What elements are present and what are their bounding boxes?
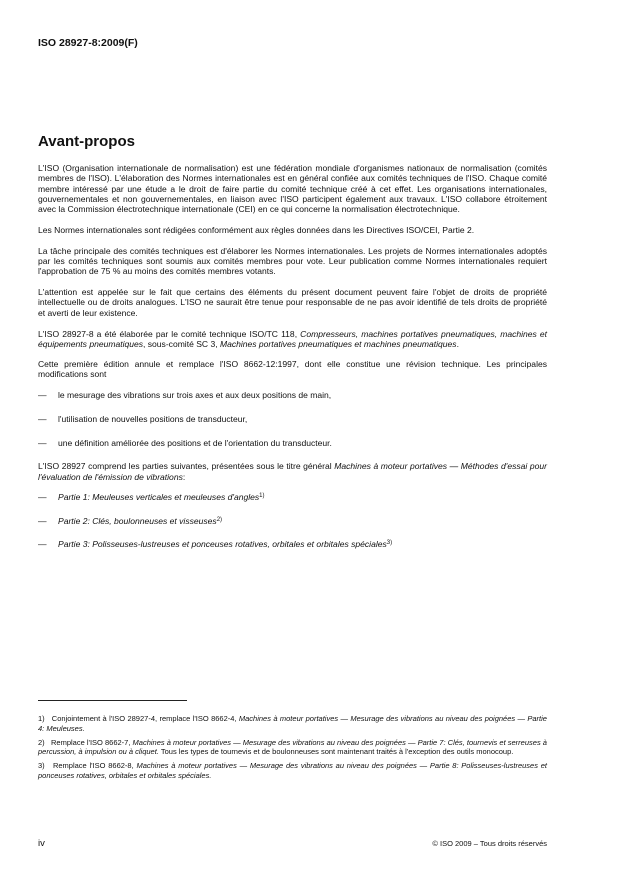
list-item-part-2: — Partie 2: Clés, boulonneuses et visseuses$^{2)}$	[38, 515, 223, 526]
dash-bullet: —	[38, 515, 47, 526]
dash-bullet: —	[38, 437, 47, 448]
paragraph-edition: Cette première édition annule et remplace l'ISO 8662-12:1997, dont elle constitue une révision technique. Les principales modifications sont	[38, 359, 547, 380]
footnote-ref: 3)	[386, 540, 393, 547]
list-item: — l'utilisation de nouvelles positions de transducteur,	[38, 413, 248, 424]
dash-bullet: —	[38, 491, 47, 502]
list-item-part-1: — Partie 1: Meuleuses verticales et meuleuses d'angles$^{1)}$	[38, 491, 265, 502]
paragraph-technical-committees: La tâche principale des comités techniques est d'élaborer les Normes internationales. Les projets de Normes internationales adoptés par les comités techniques sont soumis aux comités membres pour vote. Leur publication comme Normes internationales requiert l'approbation de 75 % au moins des comités membres votants.	[38, 245, 547, 277]
footnote-1: 1) Conjointement à l'ISO 28927-4, remplace l'ISO 8662-4, Machines à moteur portatives — Mesurage des vibrations au niveau des poignées — Partie 4: Meuleuses.	[38, 714, 547, 733]
footnote-2: 2) Remplace l'ISO 8662-7, Machines à moteur portatives — Mesurage des vibrations au niveau des poignées — Partie 7: Clés, tournevis et serreuses à percussion, à impulsion ou à cliquet. Tous les types de tournevis et de boulonneuses sont maintenant traités à l'exception des outils monocoup.	[38, 737, 547, 757]
list-item-part-3: — Partie 3: Polisseuses-lustreuses et ponceuses rotatives, orbitales et orbitales spéciales$^{3)}$	[38, 539, 393, 550]
page-title: Avant-propos	[38, 133, 135, 150]
dash-bullet: —	[38, 413, 47, 424]
footnote-divider	[38, 700, 187, 701]
paragraph-iso-intro: L'ISO (Organisation internationale de normalisation) est une fédération mondiale d'organismes nationaux de normalisation (comités membres de l'ISO). L'élaboration des Normes internationales est en général confiée aux comités techniques de l'ISO. Chaque comité membre intéressé par une étude a le droit de faire partie du comité technique créé à cet effet. Les organisations internationales, gouvernementales et non gouvernementales, en liaison avec l'ISO participent également aux travaux. L'ISO collabore étroitement avec la Commission électrotechnique internationale (CEI) en ce qui concerne la normalisation électrotechnique.	[38, 163, 547, 215]
copyright-notice: © ISO 2009 – Tous droits réservés	[432, 839, 547, 848]
footnote-ref: 1)	[259, 492, 265, 499]
dash-bullet: —	[38, 390, 47, 401]
footnote-3: 3) Remplace l'ISO 8662-8, Machines à moteur portatives — Mesurage des vibrations au niveau des poignées — Partie 8: Polisseuses-lustreuses et ponceuses rotatives, orbitales et orbitales spéciales.	[38, 761, 547, 780]
paragraph-directives: Les Normes internationales sont rédigées conformément aux règles données dans les Directives ISO/CEI, Partie 2.	[38, 224, 475, 235]
document-id: ISO 28927-8:2009(F)	[38, 37, 138, 49]
paragraph-prepared-by: L'ISO 28927-8 a été élaborée par le comité technique ISO/TC 118, Compresseurs, machines portatives pneumatiques, machines et équipements pneumatiques, sous-comité SC 3, Machines portatives pneumatiques et machines pneumatiques.	[38, 328, 548, 349]
paragraph-patent-rights: L'attention est appelée sur le fait que certains des éléments du présent document peuvent faire l'objet de droits de propriété intellectuelle ou de droits analogues. L'ISO ne saurait être tenue pour responsable de ne pas avoir identifié de tels droits de propriété et averti de leur existence.	[38, 287, 547, 318]
dash-bullet: —	[38, 539, 47, 550]
foreword-body	[38, 163, 547, 550]
footnote-ref: 2)	[216, 516, 223, 523]
list-item: — une définition améliorée des positions et de l'orientation du transducteur.	[38, 437, 332, 448]
list-item: — le mesurage des vibrations sur trois axes et aux deux positions de main,	[38, 390, 332, 401]
paragraph-parts-intro: L'ISO 28927 comprend les parties suivantes, présentées sous le titre général Machines à moteur portatives — Méthodes d'essai pour l'évaluation de l'émission de vibrations:	[38, 461, 547, 482]
page-number: iv	[38, 838, 45, 849]
footnotes	[38, 714, 547, 785]
